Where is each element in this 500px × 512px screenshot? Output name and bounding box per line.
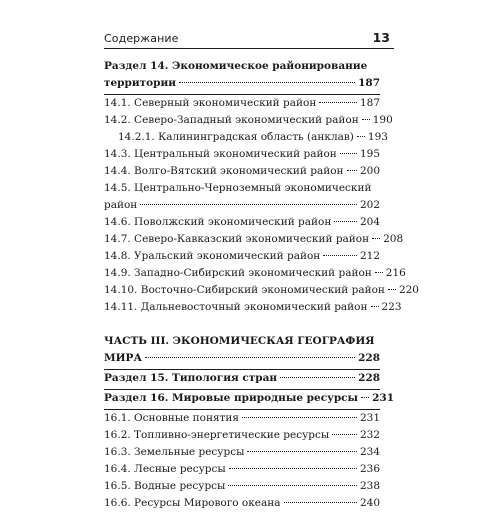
header-title: Содержание: [104, 32, 179, 45]
leader-dots: [371, 306, 379, 307]
toc-section-heading: [104, 58, 380, 92]
page-number: 13: [372, 30, 390, 45]
toc-entry-text: 16.3. Земельные ресурсы: [104, 446, 245, 458]
toc-entry-page: 231: [372, 392, 394, 404]
toc-entry: [104, 282, 419, 299]
toc-entry-text: Раздел 16. Мировые природные ресурсы: [104, 392, 359, 404]
toc-entry: [104, 95, 380, 112]
toc-entry-text: 14.2. Северо-Западный экономический район: [104, 114, 359, 126]
toc-entry-page: 195: [359, 148, 380, 160]
toc-entry-text: Раздел 15. Типология стран: [104, 372, 278, 384]
leader-dots: [145, 357, 355, 358]
leader-dots: [284, 502, 357, 503]
toc-entry-page: 212: [359, 250, 380, 262]
toc-entry-page: 236: [359, 463, 380, 475]
toc-entry-text: 14.7. Северо-Кавказский экономический район: [104, 233, 370, 245]
toc-entry-text: 16.2. Топливно-энергетические ресурсы: [104, 429, 330, 441]
toc-entry-page: 228: [358, 372, 380, 384]
toc-entry: [104, 410, 380, 427]
toc-entry-text: 16.6. Ресурсы Мирового океана: [104, 497, 281, 509]
toc-entry-page: 240: [359, 497, 380, 509]
toc-entry-text: 14.9. Западно-Сибирский экономический район: [104, 267, 372, 279]
leader-dots: [357, 136, 365, 137]
leader-dots: [347, 170, 357, 171]
toc-part-heading: [104, 333, 380, 367]
toc-entry-text: 16.1. Основные понятия: [104, 412, 240, 424]
toc-entry-page: 200: [359, 165, 380, 177]
toc-entry-line1: Раздел 14. Экономическое районирование: [104, 60, 368, 72]
toc-entry-text: 14.10. Восточно-Сибирский экономический район: [104, 284, 385, 296]
leader-dots: [340, 153, 357, 154]
toc-entry-page: 223: [381, 301, 402, 313]
toc-entry-page: 216: [385, 267, 406, 279]
leader-dots: [375, 272, 383, 273]
toc-entry-page: 234: [359, 446, 380, 458]
toc-entry-page: 228: [358, 352, 380, 364]
toc-entry-text: 14.2.1. Калининградская область (анклав): [118, 131, 354, 143]
toc-entry: [104, 444, 380, 461]
toc-entry-text: территории: [104, 77, 177, 89]
leader-dots: [372, 238, 380, 239]
toc-entry-page: 202: [359, 199, 380, 211]
toc-entry-text: 14.1. Северный экономический район: [104, 97, 317, 109]
toc-entry-page: 187: [358, 77, 380, 89]
leader-dots: [362, 119, 370, 120]
toc-entry-text: 16.4. Лесные ресурсы: [104, 463, 226, 475]
toc-entry-page: 190: [372, 114, 393, 126]
toc-entry: [104, 427, 380, 444]
leader-dots: [242, 417, 357, 418]
toc-entry: [104, 231, 404, 248]
toc-entry-line1: ЧАСТЬ III. ЭКОНОМИЧЕСКАЯ ГЕОГРАФИЯ: [104, 335, 375, 347]
toc-entry-page: 220: [398, 284, 419, 296]
toc-entry: [104, 214, 380, 231]
toc-entry-text: 16.5. Водные ресурсы: [104, 480, 226, 492]
spacer: [104, 316, 380, 333]
toc-entry-text: 14.11. Дальневосточный экономический район: [104, 301, 368, 313]
toc-entry: [104, 129, 388, 146]
toc-entry-text: МИРА: [104, 352, 142, 364]
leader-dots: [388, 289, 396, 290]
leader-dots: [140, 204, 357, 205]
leader-dots: [179, 82, 355, 83]
toc-entry: [104, 495, 380, 512]
toc-entry: [104, 265, 406, 282]
toc-entry-line1: 14.5. Центрально-Черноземный экономический: [104, 182, 372, 194]
toc-entry: [104, 299, 402, 316]
leader-dots: [229, 468, 357, 469]
toc-entry-text: район: [104, 199, 138, 211]
toc-entry-text: 14.3. Центральный экономический район: [104, 148, 337, 160]
toc-entry: [104, 146, 380, 163]
leader-dots: [280, 377, 355, 378]
toc-entry-page: 208: [383, 233, 404, 245]
toc-section-heading: [104, 390, 394, 407]
toc-entry-page: 204: [359, 216, 380, 228]
toc-entry: [104, 112, 393, 129]
toc-entry-text: 14.4. Волго-Вятский экономический район: [104, 165, 344, 177]
leader-dots: [247, 451, 357, 452]
leader-dots: [228, 485, 357, 486]
table-of-contents: [104, 58, 419, 512]
toc-entry-page: 232: [359, 429, 380, 441]
toc-entry: [104, 180, 380, 214]
toc-entry-text: 14.6. Поволжский экономический район: [104, 216, 332, 228]
toc-entry-text: 14.8. Уральский экономический район: [104, 250, 321, 262]
leader-dots: [323, 255, 357, 256]
toc-entry: [104, 163, 380, 180]
toc-entry: [104, 478, 380, 495]
leader-dots: [332, 434, 357, 435]
toc-entry: [104, 248, 380, 265]
leader-dots: [319, 102, 357, 103]
toc-entry-page: 187: [359, 97, 380, 109]
toc-section-heading: [104, 370, 380, 387]
leader-dots: [361, 397, 369, 398]
page-header: [104, 30, 394, 49]
toc-entry-page: 238: [359, 480, 380, 492]
toc-entry-page: 231: [359, 412, 380, 424]
toc-entry: [104, 461, 380, 478]
toc-entry-page: 193: [367, 131, 388, 143]
leader-dots: [334, 221, 357, 222]
